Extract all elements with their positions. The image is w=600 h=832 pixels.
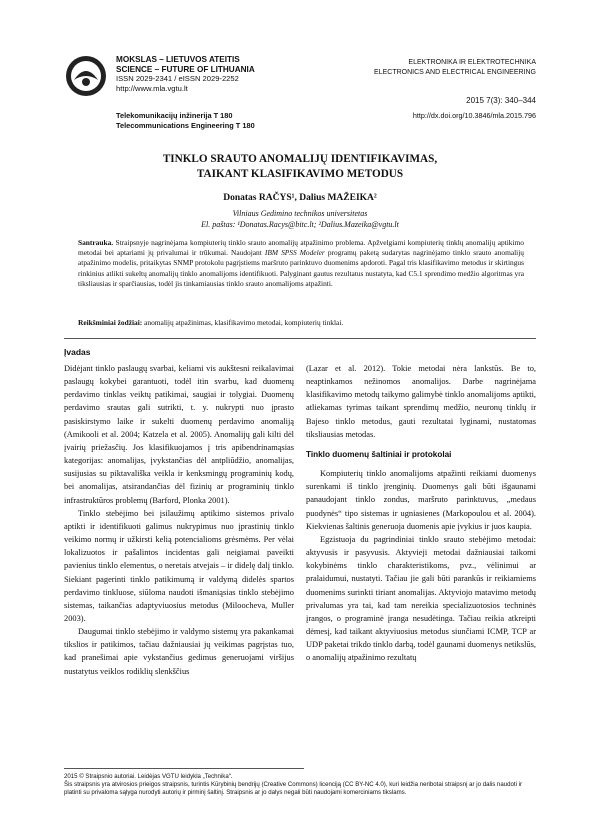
left-column [64, 362, 294, 678]
journal-name-lt: MOKSLAS – LIETUVOS ATEITIS [116, 55, 240, 64]
subfield-lt: Telekomunikacijų inžinerija T 180 [116, 111, 233, 120]
field-lt: ELEKTRONIKA IR ELEKTROTECHNIKA [408, 59, 536, 66]
journal-url[interactable]: http://www.mla.vgtu.lt [116, 83, 188, 93]
divider [64, 338, 536, 339]
abstract [78, 238, 524, 289]
abstract-label: Santrauka. [78, 238, 114, 247]
paragraph: Tinklo stebėjimo bei įsilaužimų aptikimo sistemos privalo aptikti ir identifikuoti galimus nukrypimus nuo įprastinių tinklo veikimo normų ir užkirsti kelią potencialioms grėsmėms. Per vėlai lokalizuotos ir pašalintos incidentas gali neigiamai paveikti pavienius tinklo elementus, o neretais atvejais – ir didelę dalį tinklo. Siekiant pagerinti tinklo patikimumą ir valdymą didelės spartos perdavimo tinkluose, siūloma naudoti išmaniąsias tinklo stebėjimo sistemas, taikančias adaptyviuosius metodus (Miloocheva, Muller 2003). [64, 508, 294, 623]
issue-info: 2015 7(3): 340–344 [466, 96, 536, 105]
journal-logo-icon [64, 54, 108, 98]
abstract-text-1: Straipsnyje nagrinėjama kompiuterių tinklo srauto anomalijų atpažinimo problema. Apžvelgiami kompiuterių tinklų anomalijų aptikimo metodai bei aptariami jų privalumai ir trūkumai. Naudojant [78, 238, 524, 258]
section-heading-intro: Įvadas [64, 347, 91, 357]
copyright: 2015 © Straipsnio autoriai. Leidėjas VGTU leidykla „Technika“. [64, 773, 233, 780]
footer-divider [64, 768, 304, 769]
subfield [116, 111, 255, 131]
issn: ISSN 2029-2341 / eISSN 2029-2252 [116, 74, 239, 84]
doi-link[interactable]: http://dx.doi.org/10.3846/mla.2015.796 [412, 111, 536, 120]
keywords-label: Reikšminiai žodžiai: [78, 318, 143, 327]
footer-license [64, 773, 536, 797]
field-en: ELECTRONICS AND ELECTRICAL ENGINEERING [374, 69, 536, 76]
affiliation: Vilniaus Gedimino technikos universitetas [232, 209, 368, 218]
paragraph: Didėjant tinklo paslaugų svarbai, keliami vis aukštesni reikalavimai paslaugų kokybei garantuoti, todėl itin svarbu, kad duomenų perdavimo tinklas veiktų patikimai, saugiai ir tolygiai. Duomenų perdavimo srautas gali sutrikti, t. y. nukrypti nuo įprasto pasiskirstymo laike ir sukelti duomenų perdavimo anomaliją (Amikooli et al. 2004; Katzela et al. 2005). Anomalijų gali kilti dėl įvairių priežasčių. Jos klasifikuojamos į tris apibendrinamąsias kategorijas: anomalijas, įvykstančias dėl antpliūdžio, anomalijas, susijusias su piktavališka veikla ir kenksmingų programinių kodų, bei anomalijas, atsirandančias dėl fizinių ar programinių tinklo infrastruktūros problemų (Barford, Plonka 2001). [64, 364, 294, 505]
article-title [0, 152, 600, 182]
emails: El. paštas: ¹Donatas.Racys@bitc.lt; ²Dalius.Mazeika@vgtu.lt [201, 220, 399, 229]
journal-header [116, 55, 255, 93]
field-header [374, 58, 536, 78]
paragraph: Daugumai tinklo stebėjimo ir valdymo sistemų yra pakankamai tikslios ir patikimos, tačiau dažniausiai jų veikimas pagrįstas tuo, kad pranešimai apie vykstančius gedimus generuojami viršijus nustatytus veiklos rodiklių slenkščius [64, 627, 294, 676]
section-heading: Tinklo duomenų šaltiniai ir protokolai [306, 449, 452, 459]
authors: Donatas RAČYS¹, Dalius MAŽEIKA² [223, 193, 377, 203]
paragraph: (Lazar et al. 2012). Tokie metodai nėra lankstūs. Be to, neaptinkamos nežinomos anomalijos. Darbe nagrinėjama klasifikavimo metodų taikymo galimybė tinklo anomalijoms aptikti, atliekamas tyrimas taikant sprendimų medžio, neuronų tinklų ir Bajeso tinklo metodus, gauti rezultatai lyginami, nustatomas tiksliausias metodas. [306, 364, 536, 439]
abstract-text-2: programų paketą sudarytas nagrinėjamo tinklo srauto anomalijų atpažinimo modelis, pritaikytas SNMP protokolu pagrįstiems maršruto parinktuvo duomenims apdoroti. Pagal tris klasifikavimo metodus ir skirtingus rinkinius atlikti sukeltų anomalijų tinklo anomalijoms identifikuoti. Palyginant gautus rezultatus nustatyta, kad C5.1 sprendimo medžio algoritmas yra tiksliausias ir sparčiausias, todėl jis tinkamiausias tinklo srauto anomalijoms atpažinti. [78, 248, 524, 288]
paragraph: Egzistuoja du pagrindiniai tinklo srauto stebėjimo metodai: aktyvusis ir pasyvusis. Aktyvieji metodai dažniausiai taikomi kokybinėms tinklo charakteristikoms, pvz., vėlinimui ar pralaidumui, nustatyti. Tačiau jie gali būti parankūs ir reikiamiems duomenims surinkti tiriant anomalijas. Aktyviojo matavimo metodų privalumas yra tai, kad tam nereikia specializuotosios techninės įrangos, o programinė įranga nesudėtinga. Tačiau reikia atkreipti dėmesį, kad taikant aktyviuosius metodus siunčiami ICMP, TCP ar UDP paketai trikdo tinklo darbą, todėl gaunami duomenys netikslūs, o anomalijų atpažinimo rezultatų [306, 534, 536, 663]
title-line-2: TAIKANT KLASIFIKAVIMO METODUS [196, 168, 404, 180]
subfield-en: Telecommunications Engineering T 180 [116, 121, 255, 130]
abstract-software: IBM SPSS Modeler [264, 248, 325, 258]
keywords-text: anomalijų atpažinimas, klasifikavimo metodai, kompiuterių tinklai. [144, 318, 344, 327]
journal-name-en: SCIENCE – FUTURE OF LITHUANIA [116, 64, 255, 74]
paragraph: Kompiuterių tinklo anomalijoms atpažinti reikiami duomenys surenkami iš tinklo įrenginių. Duomenys gali būti išgaunami panaudojant tinklo zondus, maršruto parinktuvus, „medaus puodynės“ tipo sistemas ir ugniasienes (Markopoulou et al. 2004). Kiekvienas šaltinis generuoja duomenis apie įvykius ir juos kaupia. [306, 469, 536, 531]
right-column [306, 362, 536, 664]
title-line-1: TINKLO SRAUTO ANOMALIJŲ IDENTIFIKAVIMAS, [162, 153, 438, 165]
keywords [78, 318, 524, 328]
affiliation-block [0, 208, 600, 230]
license-text: Šis straipsnis yra atvirosios prieigos straipsnis, turintis Kūrybinių bendrijų (Creative Commons) licenciją (CC BY-NC 4.0), kuri leidžia neribotai straipsnį ar jo dalis naudoti ir platinti su privaloma sąlyga nurodyti autorių ir pirminį šaltinį. Straipsnis ar jo dalys negali būti naudojami komerciniams tikslams. [64, 781, 522, 796]
